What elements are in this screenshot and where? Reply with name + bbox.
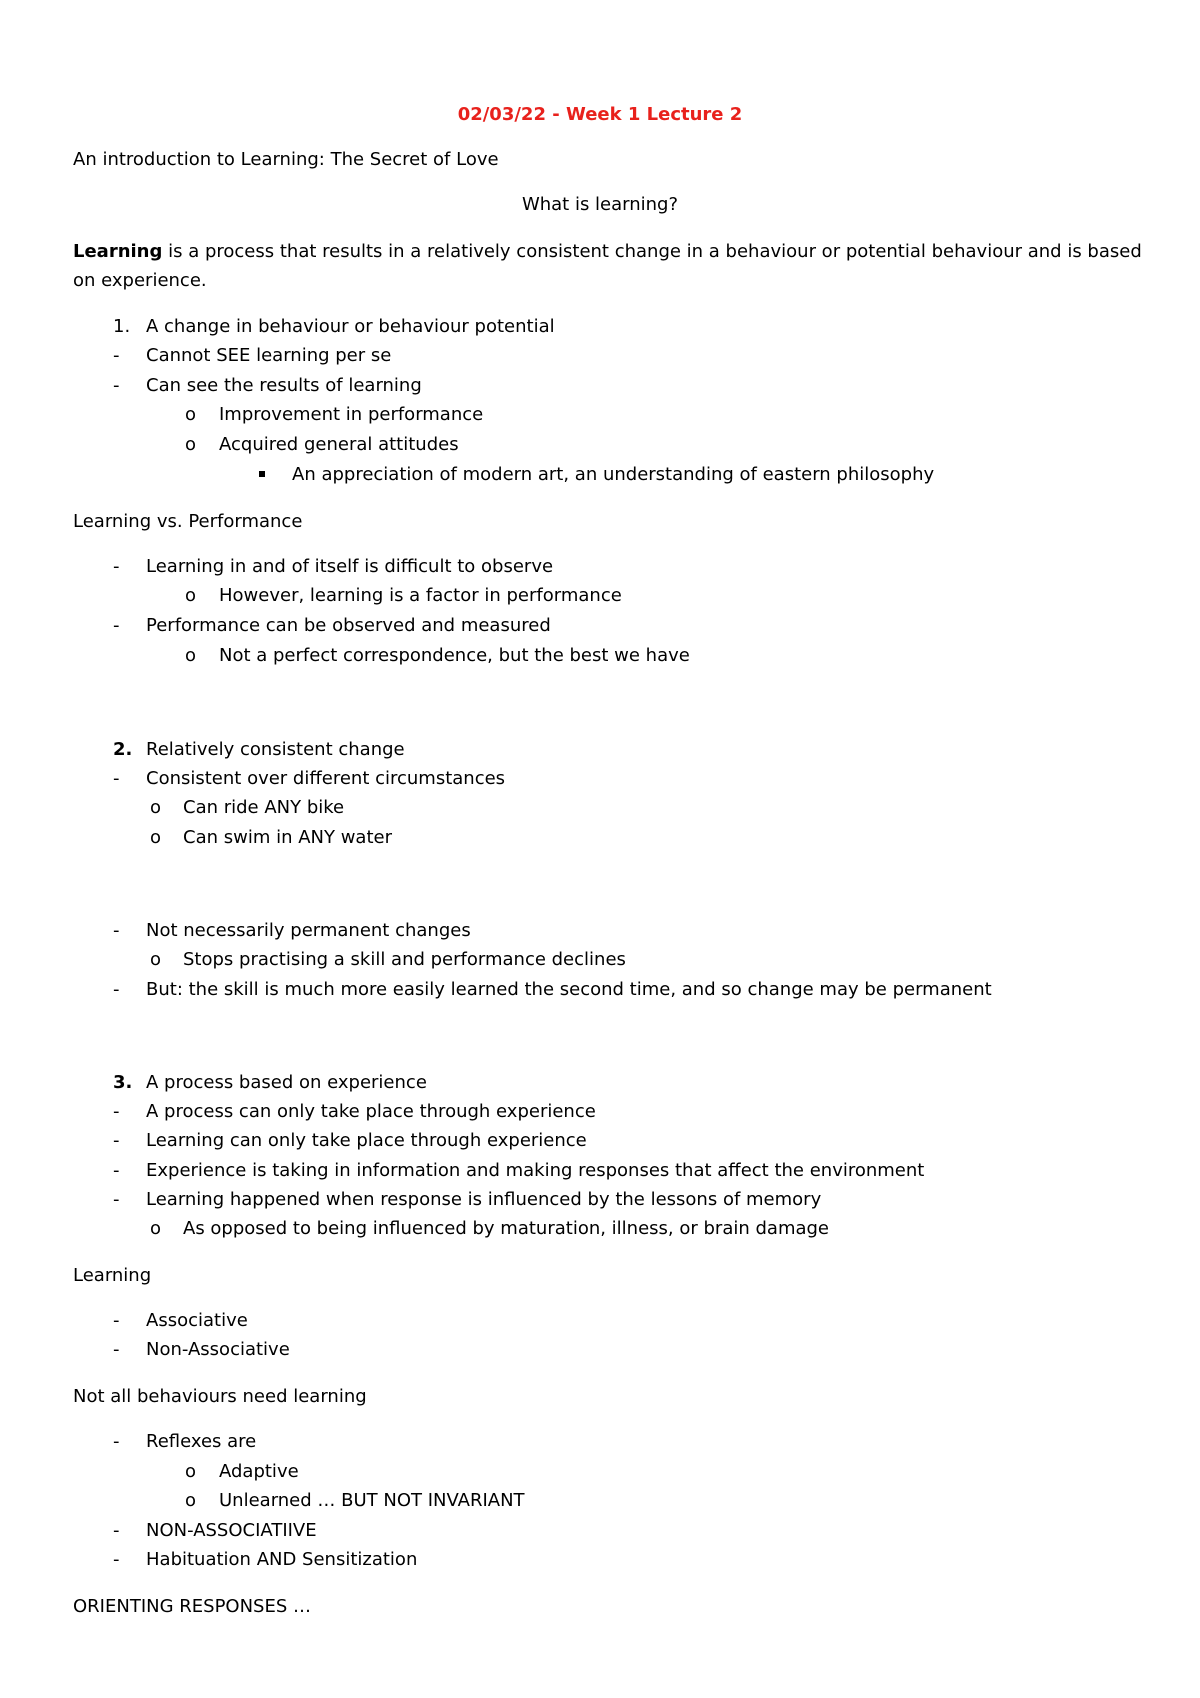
list-item: Can see the results of learning xyxy=(146,375,422,396)
dash-bullet: - xyxy=(113,1520,120,1541)
list-item: Unlearned … BUT NOT INVARIANT xyxy=(219,1490,525,1511)
dash-bullet: - xyxy=(113,556,120,577)
list-item: Learning happened when response is influenced by the lessons of memory xyxy=(146,1189,822,1210)
dash-bullet: - xyxy=(113,1549,120,1570)
circle-bullet: o xyxy=(185,434,197,455)
list-item: Learning in and of itself is difficult to observe xyxy=(146,556,554,577)
dash-bullet: - xyxy=(113,345,120,366)
dash-bullet: - xyxy=(113,1310,120,1331)
list-item: Can swim in ANY water xyxy=(183,827,392,848)
list-item: Experience is taking in information and making responses that affect the environment xyxy=(146,1160,925,1181)
list-item: As opposed to being influenced by maturation, illness, or brain damage xyxy=(183,1218,830,1239)
square-bullet xyxy=(259,471,265,477)
list-item: Acquired general attitudes xyxy=(219,434,459,455)
section-2-heading: Relatively consistent change xyxy=(146,739,405,760)
list-item: Associative xyxy=(146,1310,248,1331)
section-heading: ORIENTING RESPONSES … xyxy=(73,1596,311,1617)
circle-bullet: o xyxy=(185,1490,197,1511)
circle-bullet: o xyxy=(185,585,197,606)
dash-bullet: - xyxy=(113,920,120,941)
dash-bullet: - xyxy=(113,1130,120,1151)
list-item: A process can only take place through experience xyxy=(146,1101,596,1122)
dash-bullet: - xyxy=(113,375,120,396)
list-number: 1. xyxy=(113,316,131,337)
list-item: But: the skill is much more easily learned the second time, and so change may be permanent xyxy=(146,979,992,1000)
list-item: Stops practising a skill and performance declines xyxy=(183,949,626,970)
list-item: However, learning is a factor in performance xyxy=(219,585,622,606)
dash-bullet: - xyxy=(113,1339,120,1360)
list-item: Learning can only take place through experience xyxy=(146,1130,587,1151)
section-heading: Learning vs. Performance xyxy=(73,511,303,532)
definition-line-2: on experience. xyxy=(73,270,207,291)
dash-bullet: - xyxy=(113,979,120,1000)
section-3-heading: A process based on experience xyxy=(146,1072,427,1093)
list-item: Non-Associative xyxy=(146,1339,290,1360)
dash-bullet: - xyxy=(113,615,120,636)
list-item: Cannot SEE learning per se xyxy=(146,345,392,366)
list-number: 2. xyxy=(113,739,133,760)
document-subtitle: An introduction to Learning: The Secret of Love xyxy=(73,149,499,170)
circle-bullet: o xyxy=(150,797,162,818)
section-question: What is learning? xyxy=(521,194,679,215)
list-item: Habituation AND Sensitization xyxy=(146,1549,418,1570)
section-heading: Not all behaviours need learning xyxy=(73,1386,367,1407)
circle-bullet: o xyxy=(150,827,162,848)
circle-bullet: o xyxy=(185,1461,197,1482)
list-item: An appreciation of modern art, an understanding of eastern philosophy xyxy=(292,464,935,485)
document-title: 02/03/22 - Week 1 Lecture 2 xyxy=(457,104,743,125)
circle-bullet: o xyxy=(185,645,197,666)
dash-bullet: - xyxy=(113,1431,120,1452)
circle-bullet: o xyxy=(150,1218,162,1239)
circle-bullet: o xyxy=(150,949,162,970)
section-1-heading: A change in behaviour or behaviour potential xyxy=(146,316,555,337)
list-item: Performance can be observed and measured xyxy=(146,615,551,636)
dash-bullet: - xyxy=(113,1189,120,1210)
section-heading: Learning xyxy=(73,1265,152,1286)
dash-bullet: - xyxy=(113,1160,120,1181)
list-item: Reflexes are xyxy=(146,1431,257,1452)
list-item: NON-ASSOCIATIIVE xyxy=(146,1520,317,1541)
list-item: Improvement in performance xyxy=(219,404,484,425)
definition-line-1 xyxy=(73,243,1142,261)
circle-bullet: o xyxy=(185,404,197,425)
list-number: 3. xyxy=(113,1072,133,1093)
list-item: Can ride ANY bike xyxy=(183,797,345,818)
list-item: Not a perfect correspondence, but the best we have xyxy=(219,645,690,666)
definition-text: is a process that results in a relatively consistent change in a behaviour or potential behaviour and is based xyxy=(162,241,1142,262)
dash-bullet: - xyxy=(113,1101,120,1122)
list-item: Adaptive xyxy=(219,1461,299,1482)
dash-bullet: - xyxy=(113,768,120,789)
definition-term: Learning xyxy=(73,241,163,262)
list-item: Not necessarily permanent changes xyxy=(146,920,471,941)
list-item: Consistent over different circumstances xyxy=(146,768,506,789)
